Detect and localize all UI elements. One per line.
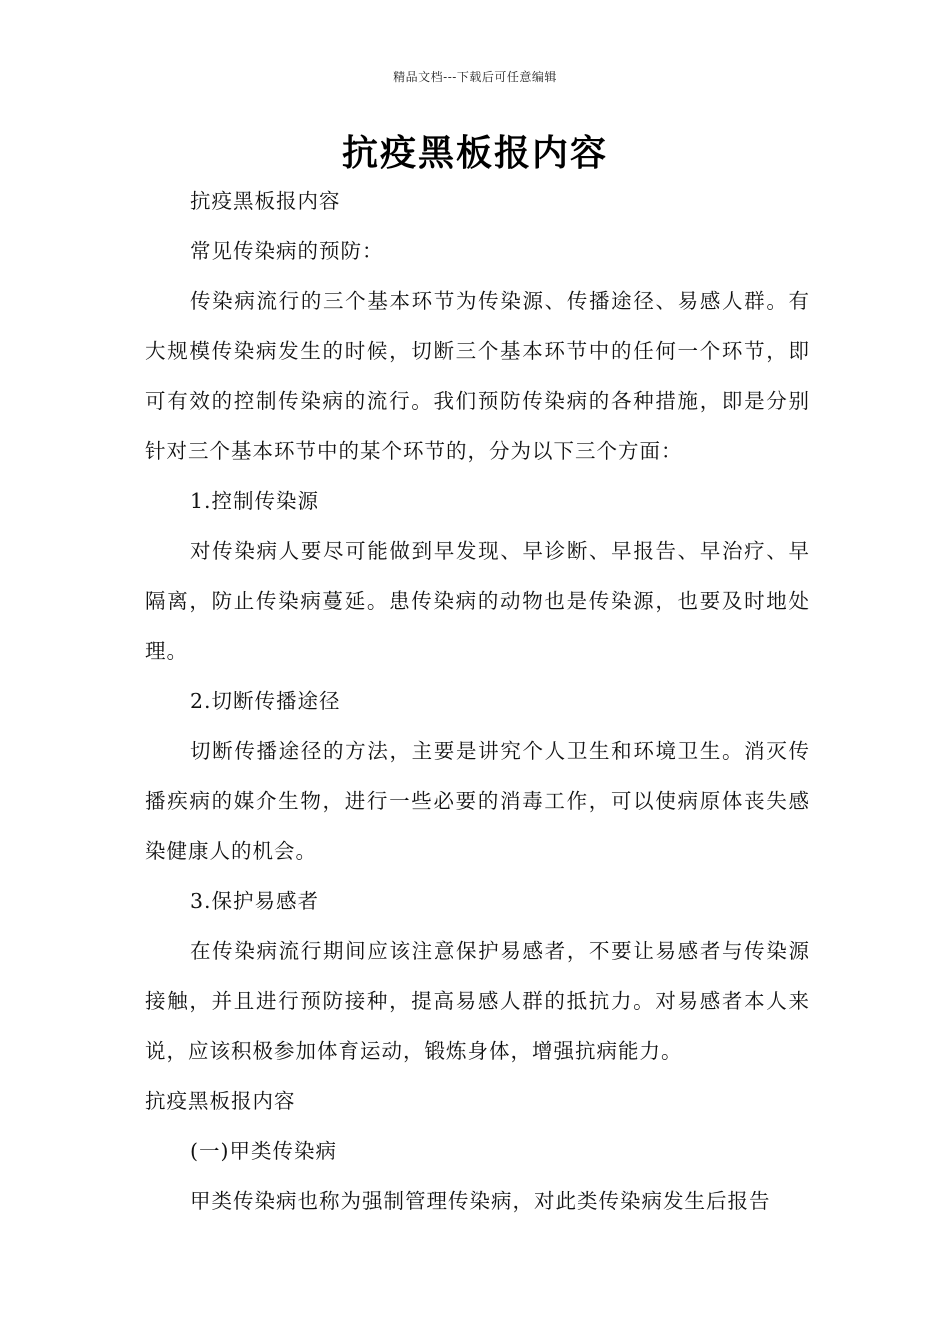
document-body bbox=[145, 176, 810, 1226]
paragraph-body-1: 对传染病人要尽可能做到早发现、早诊断、早报告、早治疗、早隔离，防止传染病蔓延。患传染病的动物也是传染源，也要及时地处理。 bbox=[145, 539, 810, 663]
paragraph-heading-class-a: (一)甲类传染病 bbox=[190, 1139, 337, 1163]
paragraph-heading-2: 2.切断传播途径 bbox=[190, 689, 341, 713]
paragraph-subtitle: 抗疫黑板报内容 bbox=[190, 189, 341, 213]
paragraph-body-class-a: 甲类传染病也称为强制管理传染病，对此类传染病发生后报告 bbox=[190, 1189, 771, 1213]
paragraph-intro: 传染病流行的三个基本环节为传染源、传播途径、易感人群。有大规模传染病发生的时候，切断三个基本环节中的任何一个环节，即可有效的控制传染病的流行。我们预防传染病的各种措施，即是分别针对三个基本环节中的某个环节的，分为以下三个方面： bbox=[145, 289, 810, 463]
page-title: 抗疫黑板报内容 bbox=[341, 132, 608, 174]
paragraph-body-2: 切断传播途径的方法，主要是讲究个人卫生和环境卫生。消灭传播疾病的媒介生物，进行一些必要的消毒工作，可以使病原体丧失感染健康人的机会。 bbox=[145, 739, 810, 863]
paragraph-body-3: 在传染病流行期间应该注意保护易感者，不要让易感者与传染源接触，并且进行预防接种，提高易感人群的抵抗力。对易感者本人来说，应该积极参加体育运动，锻炼身体，增强抗病能力。 bbox=[145, 939, 810, 1063]
paragraph-section-heading: 常见传染病的预防： bbox=[190, 239, 384, 263]
paragraph-heading-1: 1.控制传染源 bbox=[190, 489, 320, 513]
paragraph-repeat-title: 抗疫黑板报内容 bbox=[145, 1089, 296, 1113]
header-note: 精品文档---下载后可任意编辑 bbox=[393, 70, 557, 84]
paragraph-heading-3: 3.保护易感者 bbox=[190, 889, 320, 913]
